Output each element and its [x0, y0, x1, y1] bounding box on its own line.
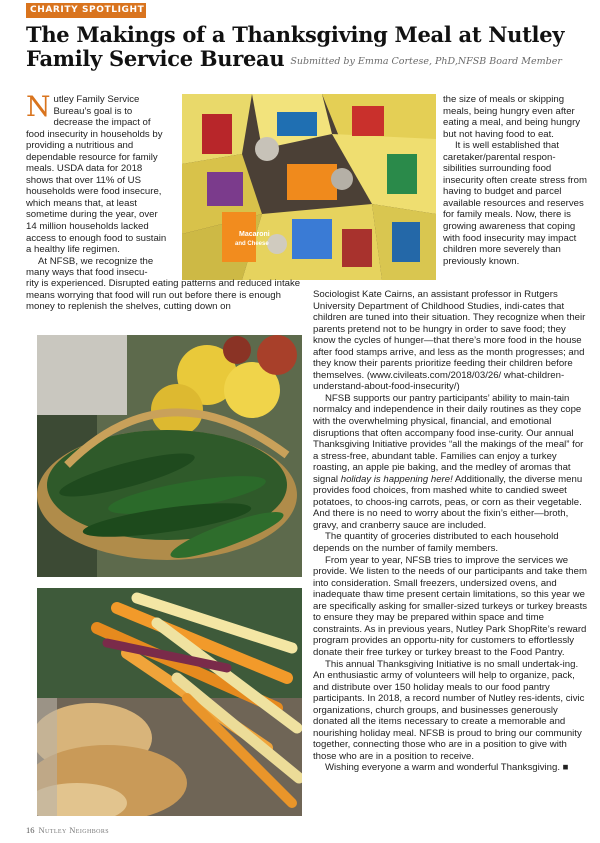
- food-bags-photo: [182, 94, 436, 280]
- drop-cap: N: [26, 90, 51, 123]
- article-paragraph-7: This annual Thanksgiving Initiative is no small undertak-ing. An enthusiastic army of volunteers will help to organize, pack, and distribute over 150 holiday meals to our food pantry participants. In 2018, a record number of Nutley res-idents, civic organizations, church groups, and businesses generously donated all the items necessary to create a memorable and nourishing holiday meal. NFSB is proud to bring our community together, connecting those who are in a position to give with those who are in a position to receive.: [313, 658, 585, 762]
- article-paragraph-5: The quantity of groceries distributed to each household depends on the number of family members.: [313, 531, 559, 555]
- byline: Submitted by Emma Cortese, PhD,NFSB Board Member: [290, 56, 562, 67]
- article-paragraph-2a: At NFSB, we recognize the many ways that food insecu-: [26, 255, 154, 279]
- article-column-left: [26, 90, 168, 279]
- article-paragraph-3a: It is well established that caretaker/parental respon-sibilities surrounding food insecurity often create stress from having to budget and parcel available resources and reserves for family meals. Now, there is growing awareness that coping with food insecurity may impact children more severely than previously known.: [443, 140, 587, 267]
- article-column-main: [313, 289, 589, 774]
- photo-label-cheese: and Cheese: [235, 241, 269, 247]
- page-number: 16: [26, 825, 35, 835]
- section-tag: CHARITY SPOTLIGHT: [26, 3, 146, 18]
- article-paragraph-2c: the size of meals or skipping meals, being hungry even after eating a meal, and being hungry but not having food to eat.: [443, 94, 581, 140]
- article-paragraph-2b: rity is experienced. Disrupted eating patterns and reduced intake means worrying that food will run out before there is enough money to replenish the shelves, cutting down on: [26, 278, 301, 313]
- article-paragraph-4: [313, 393, 589, 532]
- carrots-bread-photo: [37, 588, 302, 816]
- article-paragraph-8: Wishing everyone a warm and wonderful Thanksgiving. ■: [325, 762, 569, 774]
- paragraph-4-text-a: NFSB supports our pantry participants’ ability to main-tain normalcy and independence in their daily routines as they cope with the overwhelming physical, financial, and emotional disruptions that often accompany food inse-curity. Our annual Thanksgiving Initiative provides “all the makings of the meal” for a stress-free, abundant table. Families can enjoy a turkey roasting, an apple pie baking, and the medley of aromas that signal: [313, 392, 584, 485]
- article-span-continuation: [26, 278, 306, 313]
- article-column-right: [443, 94, 589, 267]
- page-footer: [26, 825, 109, 835]
- paragraph-4-italic: holiday is happening here!: [340, 473, 453, 485]
- photo-label-macaroni: Macaroni: [239, 231, 270, 238]
- article-paragraph-intro: [26, 90, 168, 256]
- title-line-2: Family Service Bureau: [26, 46, 285, 71]
- title-line-1: The Makings of a Thanksgiving Meal at Nutley: [26, 22, 565, 47]
- publication-name: Nutley Neighbors: [38, 825, 109, 835]
- paragraph-intro-text: utley Family Service Bureau’s goal is to decrease the impact of food insecurity in households by providing a nutritious and dependable resource for family meals. USDA data for 2018 shows that over 11% of US households were food insecure, which means that, at least sometime during the year, over 14 million households lacked access to enough food to sustain a healthy life regimen.: [26, 94, 167, 256]
- article-paragraph-3b: Sociologist Kate Cairns, an assistant professor in Rutgers University Department of Childhood Studies, indi-cates that children are tuned into their situation. They recognize when their parents pretend not to be hungry in order to save food; they know the cycles of hunger—that there’s more food in the house after food stamps arrive, and less as the month progresses; and they know their parents prioritize feeding their children before themselves. (www.civileats.com/2018/03/26/ what-children-understand-about-food-insecurity/): [313, 289, 586, 393]
- page-title: [26, 23, 586, 74]
- produce-basket-photo: [37, 335, 302, 577]
- paragraph-4-text-b: Additionally, the diverse menu provides food choices, from mashed white to candied sweet potatoes, to choos-ing carrots, peas, or corn as their vegetable. And there is no need to worry about the fixin’s either—broth, gravy, and cranberry sauce are included.: [313, 473, 583, 531]
- article-paragraph-6: From year to year, NFSB tries to improve the services we provide. We listen to the needs of our participants and take them into consideration. Small freezers, undersized ovens, and inadequate thaw time present certain limitations, so this year we are specifically asking for smaller-sized turkeys or turkey breasts to ensure they may be prepared within space and time constraints. As in previous years, Nutley Park ShopRite’s reward program provides an opportu-nity for customers to effortlessly donate their free turkey or turkey breast to the Food Pantry.: [313, 554, 588, 658]
